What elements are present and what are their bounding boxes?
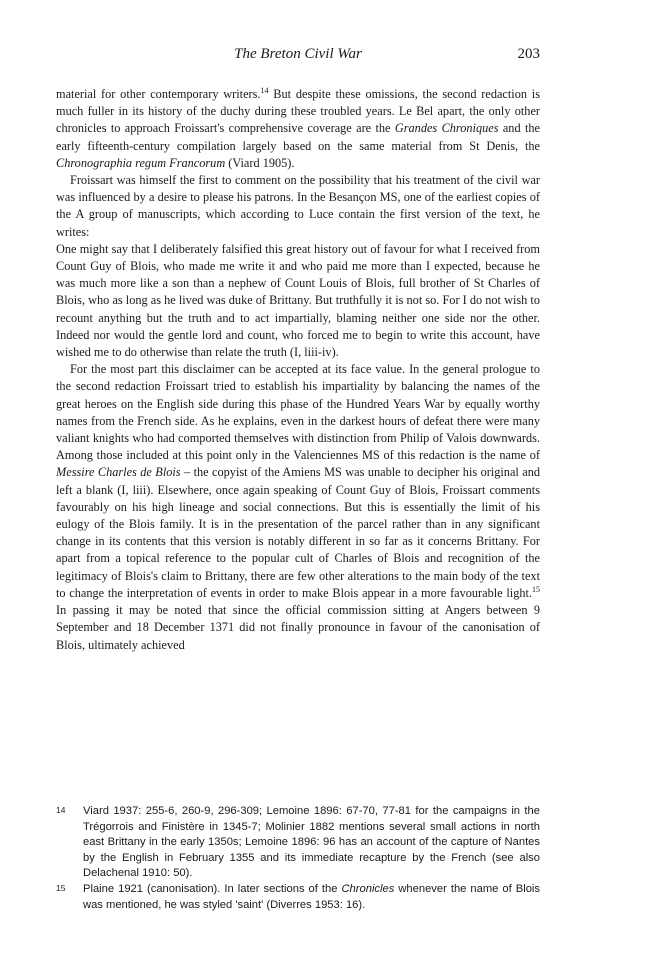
block-quote: One might say that I deliberately falsified this great history out of favour for what I received from Count Guy of Blois, who made me write it and who paid me more than I expected, because he was much more like a son than a nephew of Count Louis of Blois, full brother of St Charles of Blois, who as long as he lived was duke of Brittany. But truthfully it is not so. For I do not wish to recount anything but the truth and to act impartially, blaming neither one side nor the other. Indeed nor would the gentle lord and count, who forced me to begin to write this account, have wished me to do otherwise than relate the truth (I, liii-iv). xyxy=(56,241,540,360)
footnotes xyxy=(56,804,540,913)
footnote-number: 15 xyxy=(56,882,66,893)
footnote-ref-15[interactable]: 15 xyxy=(532,584,540,594)
body-text xyxy=(56,86,540,654)
footnote-ref-14[interactable]: 14 xyxy=(260,85,269,95)
page xyxy=(56,46,540,654)
paragraph-3: For the most part this disclaimer can be accepted at its face value. In the general prologue to the second redaction Froissart tried to establish his impartiality by balancing the names of the great heroes on the English side during this phase of the Hundred Years War by equally worthy names from the French side. As he explains, even in the darkest hours of defeat there were many valiant knights who had comported themselves with distinction from Philip of Valois downwards. Among those included at this point only in the Valenciennes MS of this redaction is the name of Messire Charles de Blois – the copyist of the Amiens MS was unable to decipher his original and left a blank (I, liii). Elsewhere, once again speaking of Count Guy of Blois, Froissart comments favourably on his high lineage and social connections. But this is essentially the limit of his eulogy of the Blois family. It is in the presentation of the parcel rather than in any significant change in its contents that this version is notably different in so far as it concerns Brittany. For apart from a topical reference to the popular cult of Charles of Blois and recognition of the legitimacy of Blois's claim to Brittany, there are few other alterations to the main body of the text to change the interpretation of events in order to make Blois appear in a more favourable light.$^{15}$ In passing it may be noted that since the official commission sitting at Angers between 9 September and 18 December 1371 did not finally pronounce in favour of the canonisation of Blois, ultimately achieved xyxy=(56,362,541,652)
footnote-number: 14 xyxy=(56,805,66,815)
page-number: 203 xyxy=(517,46,540,62)
footnote-14 xyxy=(56,804,540,882)
paragraph-1: material for other contemporary writers.$^{14}$ But despite these omissions, the second redaction is much fuller in its history of the duchy during these troubled years. Le Bel apart, the only other chronicles to approach Froissart's comprehensive coverage are the Grandes Chroniques and the early fifteenth-century compilation largely based on the same material from St Denis, the Chronographia regum Francorum (Viard 1905). xyxy=(56,85,540,170)
footnote-15 xyxy=(56,882,540,913)
paragraph-2: Froissart was himself the first to comment on the possibility that his treatment of the civil war was influenced by a desire to please his patrons. In the Besançon MS, one of the earliest copies of the A group of manuscripts, which according to Luce contain the first version of the text, he writes: xyxy=(56,173,540,239)
running-header xyxy=(56,46,540,70)
footnote-text: Viard 1937: 255-6, 260-9, 296-309; Lemoine 1896: 67-70, 77-81 for the campaigns in the Trégorrois and Finistère in 1345-7; Molinier 1882 mentions several small actions in north east Brittany in the early 1350s; Lemoine 1896: 96 has an account of the capture of Nantes by the English in February 1355 and its immediate recapture by the French (see also Delachenal 1910: 50). xyxy=(83,805,540,880)
running-title: The Breton Civil War xyxy=(234,46,362,62)
footnote-text: Plaine 1921 (canonisation). In later sections of the Chronicles whenever the name of Blois was mentioned, he was styled 'saint' (Diverres 1953: 16). xyxy=(83,882,541,911)
